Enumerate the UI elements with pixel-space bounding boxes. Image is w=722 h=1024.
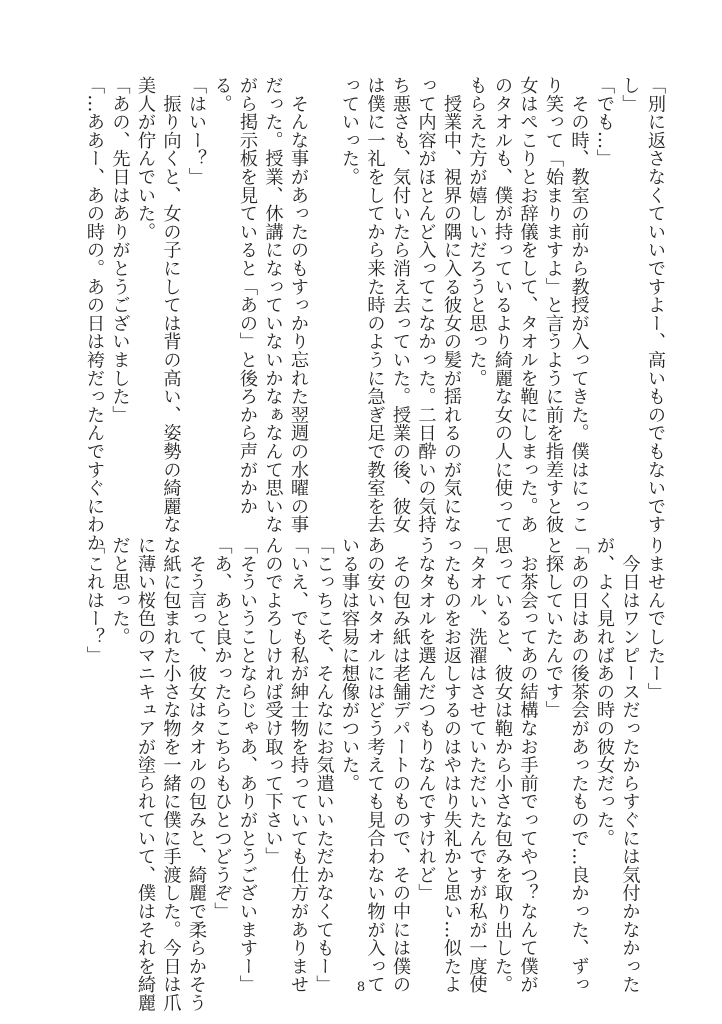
text-column: り笑って「始まりますよ」と言うように前を指差すと彼 [543, 76, 564, 534]
text-column: 女はぺこりとお辞儀をして、タオルを鞄にしまった。あ [517, 76, 539, 534]
text-column: 「あ、あと良かったらこちらもひとつどうぞ」 [211, 536, 233, 921]
text-column: 「そういうことならじゃあ、ありがとうございますー」 [237, 536, 258, 994]
text-column: その時、教室の前から教授が入ってきた。僕はにっこ [568, 76, 590, 534]
text-column: 「別に返さなくていいですよー、高いものでもないです [645, 76, 666, 534]
text-column [311, 76, 337, 496]
text-column: 授業中、視界の隅に入る彼女の髪が揺れるのが気にな [441, 76, 462, 534]
text-column: っていった。 [339, 76, 360, 186]
text-column: いる事は容易に想像がついた。 [339, 536, 360, 793]
text-column: な紙に包まれた小さな物を一緒に僕に手渡した。今日は爪 [160, 536, 182, 1012]
text-column: に薄い桜色のマニキュアが塗られていて、僕はそれを綺麗 [135, 536, 156, 1012]
text-column: 「はいー？」 [186, 76, 207, 186]
text-column: そんな事があったのもすっかり忘れた翌週の水曜の事 [288, 76, 309, 534]
text-column: 振り向くと、女の子にしては背の高い、姿勢の綺麗な [160, 76, 182, 534]
text-column: ち悪さも、気付いたら消え去っていた。授業の後、彼女 [390, 76, 411, 534]
text-column: がら掲示板を見ていると「あの」と後ろから声がかか [237, 76, 258, 516]
text-column: 「でも…」 [594, 76, 615, 168]
text-column: し」 [619, 76, 641, 113]
text-column: だと思った。 [109, 536, 131, 646]
text-column: 「あの日はあの後茶会があったもので…良かった、ずっ [568, 536, 590, 994]
text-column: が、よく見ればあの時の彼女だった。 [594, 536, 615, 848]
text-column: 「いえ、でも私が紳士物を持っていても仕方がありませ [288, 536, 309, 994]
text-column: 今日はワンピースだったからすぐには気付かなかった [619, 536, 641, 994]
text-column: 思っていると、彼女は鞄から小さな包みを取り出した。 [492, 536, 513, 994]
text-column: ったものをお返しするのはやはり失礼かと思い…似たよ [441, 536, 462, 994]
text-column: お茶会ってあの結構なお手前でってやつ？なんて僕が [517, 536, 539, 994]
text-column: 「あの、先日はありがとうございました」 [109, 76, 131, 424]
text-column: うなタオルを選んだつもりなんですけれど」 [415, 536, 437, 902]
text-column: 「こっちこそ、そんなにお気遣いいただかなくてもー」 [313, 536, 335, 994]
text-column: りませんでしたー」 [645, 536, 666, 701]
text-column: 「タオル、洗濯はさせていただいたんですが私が一度使 [466, 536, 488, 994]
page-number: 8 [356, 980, 366, 995]
text-column: んのでよろしければ受け取って下さい」 [262, 536, 284, 866]
text-column: 「…ああー、あの時の。あの日は袴だったんですぐにわか [84, 76, 105, 552]
text-block-top [78, 76, 668, 552]
text-column: もらえた方が嬉しいだろうと思った。 [466, 76, 488, 388]
text-block-bottom [78, 536, 668, 1012]
text-column: その包み紙は老舗デパートのもので、その中には僕の [390, 536, 411, 994]
text-column: 「これはー？」 [84, 536, 105, 665]
text-column: は僕に一礼をしてから来た時のように急ぎ足で教室を去 [364, 76, 386, 534]
text-column: と探していたんです」 [543, 536, 564, 719]
text-column: あの安いタオルにはどう考えても見合わない物が入って [364, 536, 386, 994]
text-column: だった。授業、休講になっていないかなぁなんて思いな [262, 76, 284, 534]
text-column: のタオルも、僕が持っているより綺麗な女の人に使って [492, 76, 513, 534]
text-column: そう言って、彼女はタオルの包みと、綺麗で柔らかそう [186, 536, 207, 1012]
text-column: って内容がほとんど入ってこなかった。二日酔いの気持 [415, 76, 437, 534]
text-column: 美人が佇んでいた。 [135, 76, 156, 241]
text-column: る。 [211, 76, 233, 113]
